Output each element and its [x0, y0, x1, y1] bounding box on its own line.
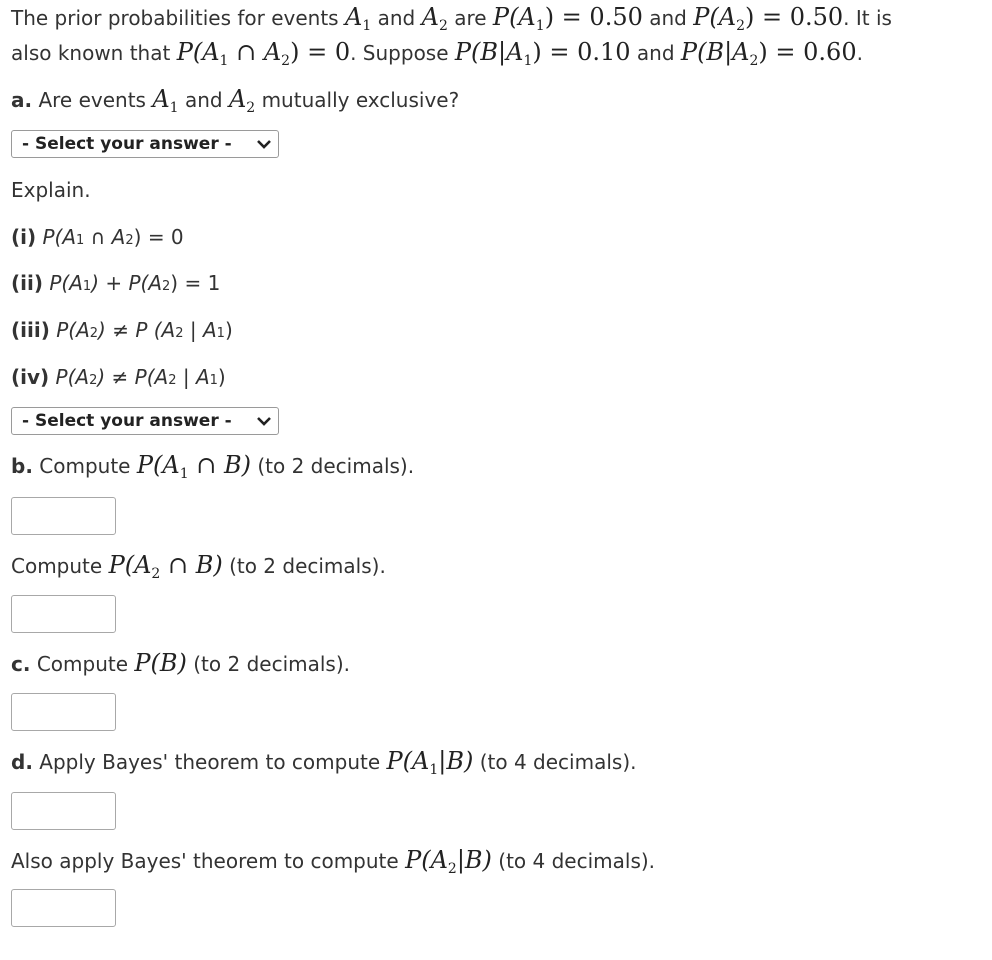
part-c-question: c. Compute P(B) (to 2 decimals). — [11, 649, 350, 677]
part-b-question-2: Compute $P(A_2$ ∩ B) (to 2 decimals). — [11, 551, 386, 582]
explain-label: Explain. — [11, 178, 91, 202]
math-p-a2: $P(A_2) = 0.50$ — [693, 3, 844, 34]
mutually-exclusive-select[interactable]: - Select your answer - — [11, 130, 279, 158]
math-p-a1: $P(A_1) = 0.50$ — [492, 3, 643, 34]
option-iv: (iv) P(A2) ≠ P(A2 | A1) — [11, 365, 226, 389]
part-d-question-2: Also apply Bayes' theorem to compute $P(A_2|B)$ (to 4 decimals). — [11, 846, 656, 877]
option-i: (i) P(A1 ∩ A2) = 0 — [11, 225, 184, 249]
math-p-b-given-a2: $P(B|A_2) = 0.60$ — [680, 38, 857, 69]
p-a2-and-b-input[interactable] — [11, 595, 116, 633]
option-iii: (iii) P(A2) ≠ P (A2 | A1) — [11, 318, 233, 342]
intro-line-1: The prior probabilities for events $A_1$ and $A_2$ are $P(A_1) = 0.50$ and $P(A_2) = 0.50$. It is — [11, 3, 892, 34]
part-b-question-1: b. Compute $P(A_1$ ∩ B) (to 2 decimals). — [11, 451, 415, 482]
chevron-down-icon — [256, 414, 272, 428]
option-ii: (ii) P(A1) + P(A2) = 1 — [11, 271, 221, 295]
p-a2-given-b-input[interactable] — [11, 889, 116, 927]
math-p-intersection: $P(A_1$ ∩ $A_2) = 0$ — [176, 38, 351, 69]
math-p-b-given-a1: $P(B|A_1) = 0.10$ — [454, 38, 631, 69]
explanation-select[interactable]: - Select your answer - — [11, 407, 279, 435]
p-a1-given-b-input[interactable] — [11, 792, 116, 830]
p-b-input[interactable] — [11, 693, 116, 731]
part-a-question: a. Are events $A_1$ and $A_2$ mutually exclusive? — [11, 85, 460, 116]
math-a2: $A_2$ — [421, 3, 448, 34]
chevron-down-icon — [256, 137, 272, 151]
part-d-question-1: d. Apply Bayes' theorem to compute $P(A_1|B)$ (to 4 decimals). — [11, 747, 637, 778]
p-a1-and-b-input[interactable] — [11, 497, 116, 535]
math-a1: $A_1$ — [344, 3, 372, 34]
intro-line-2: also known that $P(A_1$ ∩ $A_2) = 0$. Suppose $P(B|A_1) = 0.10$ and $P(B|A_2) = 0.60$. — [11, 38, 863, 69]
